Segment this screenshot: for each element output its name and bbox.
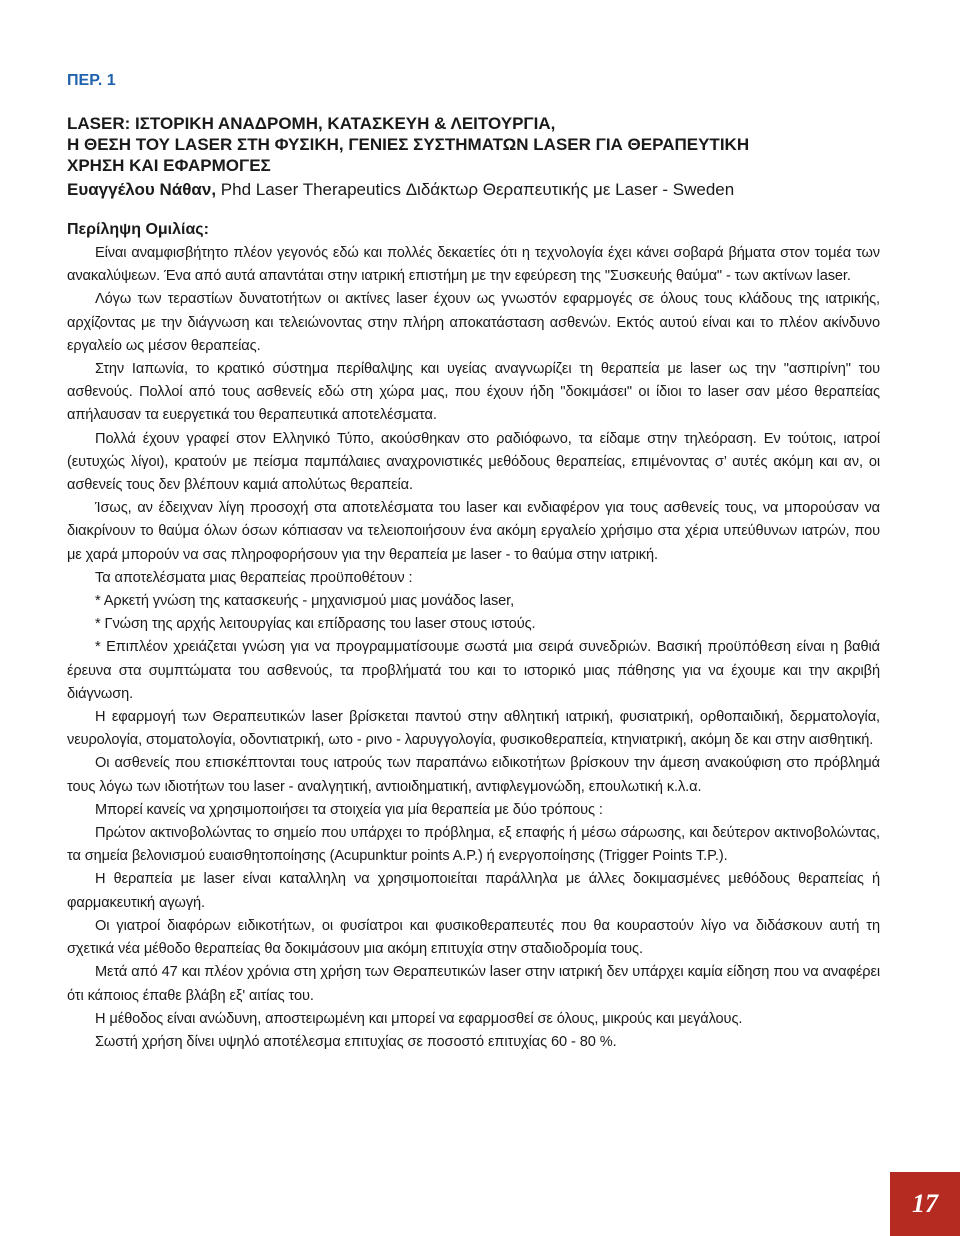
abstract-body	[67, 242, 880, 1054]
abstract-heading: Περίληψη Ομιλίας:	[67, 221, 209, 238]
paragraph: Οι γιατροί διαφόρων ειδικοτήτων, οι φυσίατροι και φυσικοθεραπευτές που θα κουραστούν λίγο να διδάσκουν αυτή τη σχετικά νέα μέθοδο θεραπείας θα δοκιμάσουν μια ακόμη επιτυχία στην σταδιοδρομία τους.	[67, 917, 880, 958]
list-item: * Επιπλέον χρειάζεται γνώση για να προγραμματίσουμε σωστά μια σειρά συνεδριών. Βασική προϋπόθεση είναι η βαθιά έρευνα στα συμπτώματα του ασθενούς, τα προβλήματά του και το ιστορικό μιας πάθησης για να έχουμε και την ακριβή διάγνωση.	[67, 639, 880, 702]
chapter-label: ΠΕΡ. 1	[67, 72, 116, 89]
paragraph: Η εφαρμογή των Θεραπευτικών laser βρίσκεται παντού στην αθλητική ιατρική, φυσιατρική, ορθοπαιδική, δερματολογία, νευρολογία, στοματολογία, οδοντιατρική, ωτο - ρινο - λαρυγγολογία, φυσικοθεραπεία, κτηνιατρική, ακόμη δε και στην αισθητική.	[67, 709, 880, 749]
list-item: * Γνώση της αρχής λειτουργίας και επίδρασης του laser στους ιστούς.	[95, 616, 536, 633]
author-credentials: Phd Laser Therapeutics Διδάκτωρ Θεραπευτικής με Laser - Sweden	[216, 180, 735, 199]
paragraph: Μπορεί κανείς να χρησιμοποιήσει τα στοιχεία για μία θεραπεία με δύο τρόπους :	[95, 801, 603, 818]
paragraph: Η μέθοδος είναι ανώδυνη, αποστειρωμένη και μπορεί να εφαρμοσθεί σε όλους, μικρούς και μεγάλους.	[95, 1010, 743, 1027]
article-title	[67, 113, 880, 176]
paragraph: Λόγω των τεραστίων δυνατοτήτων οι ακτίνες laser έχουν ως γνωστόν εφαρμογές σε όλους τους κλάδους της ιατρικής, αρχίζοντας με την διάγνωση και τελειώνοντας στην πλήρη αποκατάσταση ασθενών. Εκτός αυτού είναι και το πλέον ακίνδυνο εργαλείο ως μέσον θεραπείας.	[67, 291, 880, 354]
title-line: Η ΘΕΣΗ ΤΟΥ LASER ΣΤΗ ΦΥΣΙΚΗ, ΓΕΝΙΕΣ ΣΥΣΤΗΜΑΤΩΝ LASER ΓΙΑ ΘΕΡΑΠΕΥΤΙΚΗ	[67, 135, 750, 154]
paragraph: Μετά από 47 και πλέον χρόνια στη χρήση των Θεραπευτικών laser στην ιατρική δεν υπάρχει καμία είδηση που να αναφέρει ότι κάποιος έπαθε βλάβη εξ' αιτίας του.	[67, 964, 880, 1004]
paragraph: Είναι αναμφισβήτητο πλέον γεγονός εδώ και πολλές δεκαετίες ότι η τεχνολογία έχει κάνει σοβαρά βήματα στον τομέα των ανακαλύψεων. Ένα από αυτά απαντάται στην ιατρική επιστήμη με την εφεύρεση της "Συσκευής θαύμα" - των ακτίνων laser.	[67, 245, 880, 285]
list-item: * Αρκετή γνώση της κατασκευής - μηχανισμού μιας μονάδος laser,	[95, 593, 515, 610]
page-number-badge: 17	[890, 1172, 960, 1236]
paragraph: Οι ασθενείς που επισκέπτονται τους ιατρούς των παραπάνω ειδικοτήτων βρίσκουν την άμεση ανακούφιση στο πρόβλημά τους λόγω των ιδιοτήτων του laser - αναλγητική, αντιοιδηματική, αντιφλεγμονώδη, επουλωτική κ.λ.α.	[67, 755, 880, 795]
author-line	[67, 179, 880, 201]
paragraph: Πρώτον ακτινοβολώντας το σημείο που υπάρχει το πρόβλημα, εξ επαφής ή μέσω σάρωσης, και δεύτερον ακτινοβολώντας, τα σημεία βελονισμού ευαισθητοποίησης (Acupunktur points A.P.) ή ενεργοποίησης (Trigger Points T.P.).	[67, 825, 880, 865]
paragraph: Ίσως, αν έδειχναν λίγη προσοχή στα αποτελέσματα του laser και ενδιαφέρον για τους ασθενείς τους, να μπορούσαν να διακρίνουν το θαύμα όλων όσων κόπιασαν να τελειοποιήσουν ένα ακόμη εργαλείο χρήσιμο στα χέρια υπεύθυνων ιατρών, που με χαρά μπορούν να σας πληροφορήσουν για την θεραπεία με laser - το θαύμα στην ιατρική.	[67, 500, 880, 563]
title-line: LASER: ΙΣΤΟΡΙΚΗ ΑΝΑΔΡΟΜΗ, ΚΑΤΑΣΚΕΥΗ & ΛΕΙΤΟΥΡΓΙΑ,	[67, 114, 556, 133]
paragraph: Πολλά έχουν γραφεί στον Ελληνικό Τύπο, ακούσθηκαν στο ραδιόφωνο, τα είδαμε στην τηλεόραση. Εν τούτοις, ιατροί (ευτυχώς λίγοι), κρατούν με πείσμα παμπάλαιες αναχρονιστικές μεθόδους θεραπείας, επιμένοντας σ’ αυτές ακόμη και αν, οι ασθενείς τους δεν βλέπουν καμιά απολύτως θεραπεία.	[67, 430, 880, 494]
document-page	[67, 72, 880, 1054]
title-line: ΧΡΗΣΗ ΚΑΙ ΕΦΑΡΜΟΓΕΣ	[67, 156, 271, 175]
paragraph: Σωστή χρήση δίνει υψηλό αποτέλεσμα επιτυχίας σε ποσοστό επιτυχίας 60 - 80 %.	[95, 1033, 617, 1050]
paragraph: Τα αποτελέσματα μιας θεραπείας προϋποθέτουν :	[95, 569, 413, 586]
paragraph: Στην Ιαπωνία, το κρατικό σύστημα περίθαλψης και υγείας αναγνωρίζει τη θεραπεία με laser ως την "ασπιρίνη" του ασθενούς. Πολλοί από τους ασθενείς εδώ στη χώρα μας, που έχουν ήδη "δοκιμάσει" οι ίδιοι το laser σαν μέσο θεραπείας απήλαυσαν τα ευεργετικά του θεραπευτικά αποτελέσματα.	[67, 361, 880, 424]
paragraph: Η θεραπεία με laser είναι καταλληλη να χρησιμοποιείται παράλληλα με άλλες δοκιμασμένες μεθόδους θεραπείας ή φαρμακευτική αγωγή.	[67, 871, 880, 911]
author-name: Ευαγγέλου Νάθαν,	[67, 180, 217, 199]
